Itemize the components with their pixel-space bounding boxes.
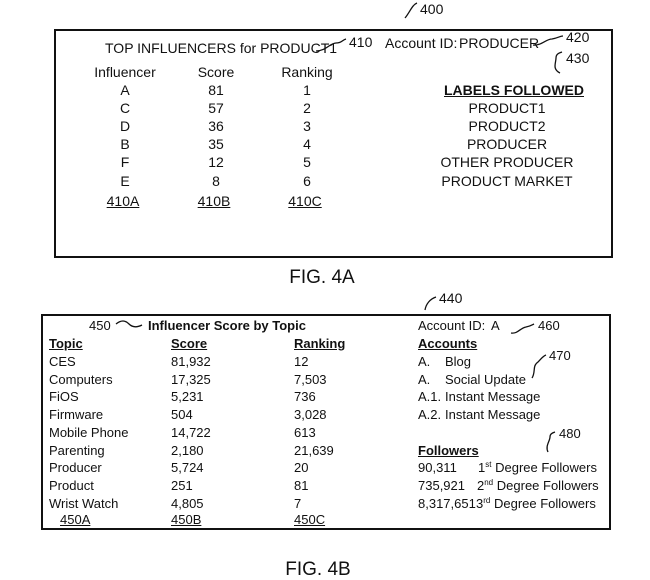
table-row-topic: CES — [49, 354, 76, 369]
table-row-ranking: 3 — [303, 118, 311, 134]
account-id: A. — [418, 354, 431, 369]
account-id: A.2. — [418, 407, 442, 422]
degree-ordinal: 1 — [478, 460, 486, 475]
table-row-score: 2,180 — [171, 443, 204, 458]
degree-suffix: rd — [483, 496, 491, 505]
fig-4b-account-value: A — [491, 318, 500, 333]
table-row-influencer: E — [120, 173, 130, 189]
ref-400: 400 — [420, 1, 444, 17]
table-row-ranking: 3,028 — [294, 407, 327, 422]
account-id: A.1. — [418, 389, 442, 404]
degree-label: Degree Followers — [493, 496, 596, 511]
fig-4b-account-label: Account ID: — [418, 318, 486, 333]
table-row-ranking: 5 — [303, 154, 311, 170]
table-row-topic: Producer — [49, 460, 102, 475]
table-row-score: 5,231 — [171, 389, 204, 404]
fig-4b-caption: FIG. 4B — [285, 559, 351, 580]
table-row-score: 35 — [208, 136, 224, 152]
leader-400 — [405, 3, 417, 18]
table-row-ranking: 12 — [294, 354, 309, 369]
col-header-ranking: Ranking — [281, 64, 333, 80]
fig-4a-title: TOP INFLUENCERS for PRODUCT1 — [105, 40, 338, 56]
col-header-influencer: Influencer — [94, 64, 156, 80]
fig-4a-account-value: PRODUCER — [459, 35, 540, 51]
fig-4a-account-label: Account ID: — [385, 35, 458, 51]
follower-degree — [477, 479, 599, 492]
table-row-score: 4,805 — [171, 496, 204, 511]
table-row-influencer: D — [119, 118, 131, 134]
ref-410: 410 — [349, 34, 373, 50]
fig-4b-title: Influencer Score by Topic — [148, 318, 306, 333]
ref-470: 470 — [549, 348, 571, 363]
account-id: A. — [418, 372, 431, 387]
labels-followed-heading: LABELS FOLLOWED — [444, 82, 584, 98]
table-row-ranking: 81 — [294, 478, 309, 493]
ref-460: 460 — [538, 318, 560, 333]
follower-degree — [476, 497, 596, 510]
leader-440 — [425, 297, 436, 310]
ref-420: 420 — [566, 29, 590, 45]
table-row-score: 57 — [208, 100, 224, 116]
table-row-ranking: 7,503 — [294, 372, 327, 387]
degree-ordinal: 3 — [476, 496, 484, 511]
table-row-ranking: 736 — [294, 389, 316, 404]
table-row-influencer: C — [119, 100, 131, 116]
ref-440: 440 — [439, 290, 463, 306]
col-header-ranking: Ranking — [294, 336, 346, 351]
degree-suffix: st — [485, 460, 492, 469]
table-row-ranking: 20 — [294, 460, 309, 475]
table-row-ranking: 7 — [294, 496, 302, 511]
table-row-topic: Mobile Phone — [49, 425, 129, 440]
table-row-topic: Product — [49, 478, 94, 493]
table-row-topic: Wrist Watch — [49, 496, 119, 511]
table-row-influencer: A — [120, 82, 130, 98]
table-row-score: 81 — [208, 82, 224, 98]
degree-label: Degree Followers — [496, 478, 599, 493]
table-row-ranking: 21,639 — [294, 443, 334, 458]
follower-count: 735,921 — [418, 478, 465, 493]
table-row-score: 36 — [208, 118, 224, 134]
ref-410a: 410A — [106, 193, 140, 209]
table-row-ranking: 4 — [303, 136, 311, 152]
degree-label: Degree Followers — [495, 460, 597, 475]
ref-450: 450 — [89, 318, 111, 333]
table-row-ranking: 6 — [303, 173, 311, 189]
fig-4a-caption: FIG. 4A — [289, 267, 355, 288]
ref-450c: 450C — [294, 512, 326, 527]
account-name: Instant Message — [445, 407, 541, 422]
col-header-score: Score — [197, 64, 235, 80]
table-row-topic: Firmware — [49, 407, 104, 422]
ref-410b: 410B — [197, 193, 231, 209]
table-row-topic: FiOS — [49, 389, 79, 404]
account-name: Blog — [445, 354, 472, 369]
ref-450a: 450A — [60, 512, 91, 527]
followers-heading: Followers — [418, 443, 479, 458]
table-row-influencer: B — [120, 136, 130, 152]
table-row-score: 5,724 — [171, 460, 204, 475]
table-row-score: 8 — [212, 173, 220, 189]
table-row-ranking: 2 — [303, 100, 311, 116]
follower-count: 8,317,651 — [418, 496, 476, 511]
label-item: PRODUCER — [466, 136, 548, 152]
ref-410c: 410C — [288, 193, 322, 209]
degree-suffix: nd — [484, 478, 494, 487]
follower-count: 90,311 — [418, 460, 457, 475]
table-row-score: 81,932 — [171, 354, 211, 369]
table-row-score: 17,325 — [171, 372, 211, 387]
label-item: PRODUCT MARKET — [441, 173, 573, 189]
accounts-heading: Accounts — [418, 336, 478, 351]
table-row-topic: Computers — [49, 372, 113, 387]
table-row-score: 14,722 — [171, 425, 211, 440]
col-header-score: Score — [171, 336, 208, 351]
follower-degree — [478, 461, 597, 474]
table-row-score: 251 — [171, 478, 193, 493]
account-name: Social Update — [445, 372, 526, 387]
table-row-score: 12 — [208, 154, 224, 170]
ref-450b: 450B — [171, 512, 202, 527]
label-item: OTHER PRODUCER — [440, 154, 574, 170]
table-row-influencer: F — [120, 154, 130, 170]
label-item: PRODUCT2 — [468, 118, 546, 134]
ref-480: 480 — [559, 426, 581, 441]
account-name: Instant Message — [445, 389, 541, 404]
table-row-ranking: 613 — [294, 425, 316, 440]
degree-ordinal: 2 — [477, 478, 485, 493]
label-item: PRODUCT1 — [468, 100, 546, 116]
ref-430: 430 — [566, 50, 590, 66]
table-row-ranking: 1 — [303, 82, 311, 98]
col-header-topic: Topic — [49, 336, 83, 351]
table-row-score: 504 — [171, 407, 193, 422]
table-row-topic: Parenting — [49, 443, 105, 458]
